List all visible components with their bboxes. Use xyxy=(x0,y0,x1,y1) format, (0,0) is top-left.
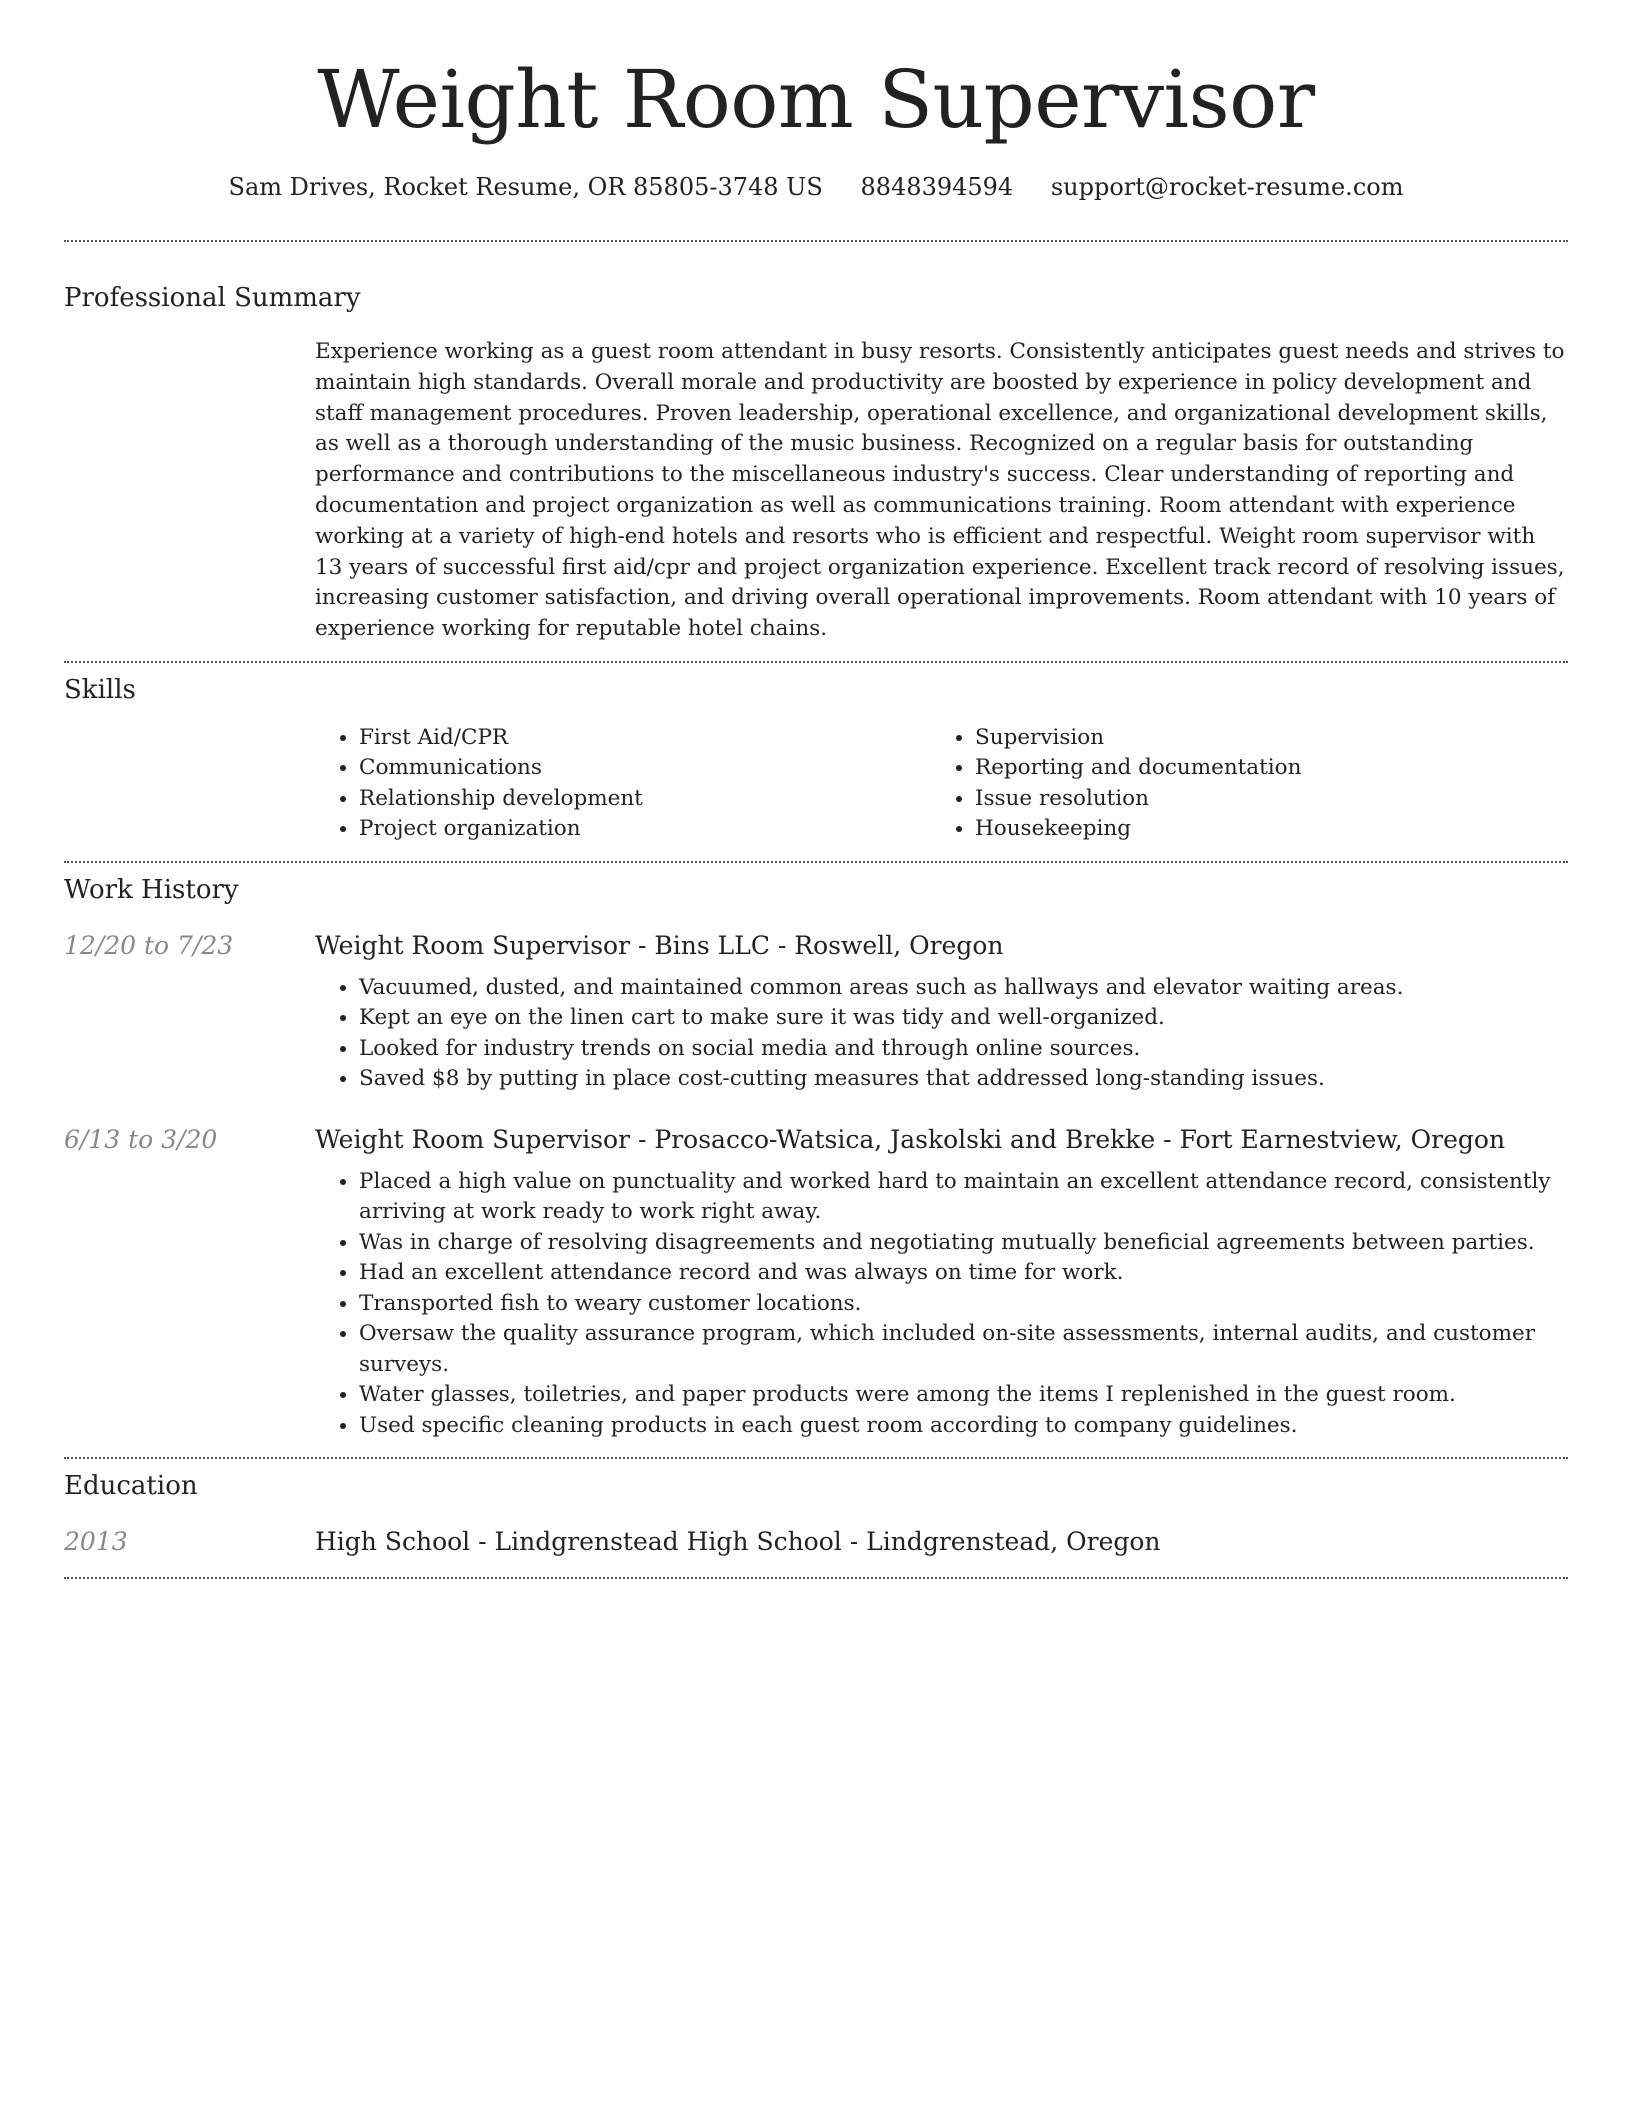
job-heading: Weight Room Supervisor - Prosacco-Watsica, Jaskolski and Brekke - Fort Earnestview, Oregon xyxy=(315,1124,1506,1154)
job-entry xyxy=(64,929,1568,1095)
job-bullets xyxy=(315,973,1568,1095)
job-bullet: • Saved $8 by putting in place cost-cutting measures that addressed long-standing issues. xyxy=(359,1064,1568,1095)
job-bullets xyxy=(315,1167,1568,1442)
skills-title: Skills xyxy=(64,674,136,705)
job-bullet: • Kept an eye on the linen cart to make sure it was tidy and well-organized. xyxy=(359,1003,1568,1034)
skill-item: • Supervision xyxy=(975,723,1547,754)
job-bullet: • Looked for industry trends on social media and through online sources. xyxy=(359,1034,1568,1065)
candidate-name: Weight Room Supervisor xyxy=(317,53,1315,146)
summary-row xyxy=(64,337,1568,645)
skills-list-right xyxy=(931,723,1547,845)
job-bullet: • Oversaw the quality assurance program, which included on-site assessments, internal audits, and customer surveys. xyxy=(359,1319,1568,1380)
job-bullet: • Placed a high value on punctuality and worked hard to maintain an excellent attendance record, consistently arriving at work ready to work right away. xyxy=(359,1167,1568,1228)
education-heading: High School - Lindgrenstead High School - Lindgrenstead, Oregon xyxy=(315,1527,1161,1557)
contact-line xyxy=(0,170,1632,204)
skill-item: • Issue resolution xyxy=(975,784,1547,815)
skills-list-left xyxy=(315,723,931,845)
skills-section xyxy=(0,663,1632,845)
summary-text: Experience working as a guest room attendant in busy resorts. Consistently anticipates guest needs and strives to maintain high standards. Overall morale and productivity are boosted by experience in policy development and staff management procedures. Proven leadership, operational excellence, and organizational development skills, as well as a thorough understanding of the music business. Recognized on a regular basis for outstanding performance and contributions to the miscellaneous industry's success. Clear understanding of reporting and documentation and project organization as well as communications training. Room attendant with experience working at a variety of high-end hotels and resorts who is efficient and respectful. Weight room supervisor with 13 years of successful first aid/cpr and project organization experience. Excellent track record of resolving issues, increasing customer satisfaction, and driving overall operational improvements. Room attendant with 10 years of experience working for reputable hotel chains. xyxy=(315,339,1565,642)
job-heading: Weight Room Supervisor - Bins LLC - Roswell, Oregon xyxy=(315,930,1004,960)
job-entry xyxy=(64,1123,1568,1442)
skill-item: • Relationship development xyxy=(359,784,931,815)
summary-title: Professional Summary xyxy=(64,283,361,313)
education-title: Education xyxy=(64,1471,198,1502)
skill-item: • Project organization xyxy=(359,814,931,845)
skills-row xyxy=(64,723,1568,845)
job-bullet: • Had an excellent attendance record and was always on time for work. xyxy=(359,1258,1568,1289)
skill-item: • Housekeeping xyxy=(975,814,1547,845)
work-title: Work History xyxy=(64,874,239,905)
skills-columns xyxy=(315,723,1568,845)
resume-header xyxy=(0,0,1632,204)
education-section xyxy=(0,1459,1632,1559)
job-dates: 12/20 to 7/23 xyxy=(64,930,234,960)
divider xyxy=(64,1577,1568,1579)
skill-item: • First Aid/CPR xyxy=(359,723,931,754)
job-dates: 6/13 to 3/20 xyxy=(64,1124,218,1154)
contact-email: support@rocket-resume.com xyxy=(1050,173,1404,201)
education-entry xyxy=(64,1525,1568,1559)
job-bullet: • Used specific cleaning products in each guest room according to company guidelines. xyxy=(359,1411,1568,1442)
contact-address: Sam Drives, Rocket Resume, OR 85805-3748 US xyxy=(228,173,823,201)
skill-item: • Communications xyxy=(359,753,931,784)
summary-section xyxy=(0,242,1632,645)
job-bullet: • Water glasses, toiletries, and paper products were among the items I replenished in the guest room. xyxy=(359,1380,1568,1411)
work-section xyxy=(0,863,1632,1442)
contact-phone: 8848394594 xyxy=(860,173,1014,201)
job-bullet: • Was in charge of resolving disagreements and negotiating mutually beneficial agreements between parties. xyxy=(359,1228,1568,1259)
skill-item: • Reporting and documentation xyxy=(975,753,1547,784)
education-date: 2013 xyxy=(64,1527,128,1557)
job-bullet: • Vacuumed, dusted, and maintained common areas such as hallways and elevator waiting areas. xyxy=(359,973,1568,1004)
job-bullet: • Transported fish to weary customer locations. xyxy=(359,1289,1568,1320)
